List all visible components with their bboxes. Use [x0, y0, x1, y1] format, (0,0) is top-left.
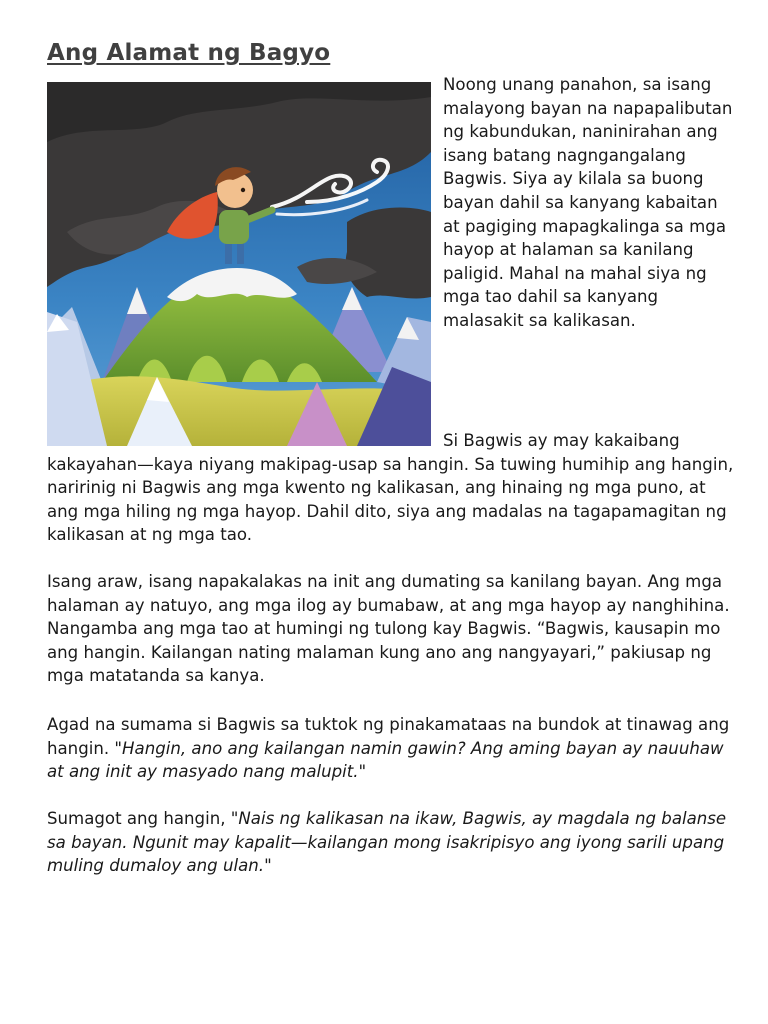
paragraph-5-quote: Nais ng kalikasan na ikaw, Bagwis, ay magdala ng balanse sa bayan. Ngunit may kapalit—kailangan mong isakripisyo ang iyong sarili upang muling dumaloy ang ulan. — [47, 809, 727, 876]
page-title: Ang Alamat ng Bagyo — [47, 40, 331, 66]
paragraph-1: Noong unang panahon, sa isang malayong bayan na napapalibutan ng kabundukan, naninirahan ang isang batang nagngangalang Bagwis. Siya ay kilala sa buong bayan dahil sa kanyang kabaitan at pagiging mapagkalinga sa mga hayop at halaman sa kanilang paligid. Mahal na mahal siya ng mga tao dahil sa kanyang malasakit sa kalikasan. — [443, 75, 733, 330]
story-illustration — [47, 82, 431, 446]
paragraph-4-quote: Hangin, ano ang kailangan namin gawin? Ang aming bayan ay nauuhaw at ang init ay masyado nang malupit. — [47, 738, 724, 782]
paragraph-3: Isang araw, isang napakalakas na init ang dumating sa kanilang bayan. Ang mga halaman ay natuyo, ang mga ilog ay bumabaw, at ang mga hayop ay nanghihina. Nangamba ang mga tao at humingi ng tulong kay Bagwis. “Bagwis, kausapin mo ang hangin. Kailangan nating malaman kung ano ang nangyayari,” pakiusap ng mga matatanda sa kanya. — [47, 572, 730, 686]
paragraph-4 — [47, 713, 737, 784]
paragraph-5-lead: Sumagot ang hangin, " — [47, 809, 239, 828]
paragraph-5 — [47, 807, 737, 878]
paragraph-4-end: " — [358, 762, 367, 782]
paragraph-2: Si Bagwis ay may kakaibang kakayahan—kaya niyang makipag-usap sa hangin. Sa tuwing humihip ang hangin, naririnig ni Bagwis ang mga kwento ng kalikasan, ang hinaing ng mga puno, at ang mga hiling ng mga hayop. Dahil dito, siya ang madalas na tagapamagitan ng kalikasan at ng mga tao. — [47, 431, 734, 545]
paragraph-4-lead: Agad na sumama si Bagwis sa tuktok ng pinakamataas na bundok at tinawag ang hangin. " — [47, 715, 730, 758]
paragraph-5-end: " — [264, 856, 272, 876]
